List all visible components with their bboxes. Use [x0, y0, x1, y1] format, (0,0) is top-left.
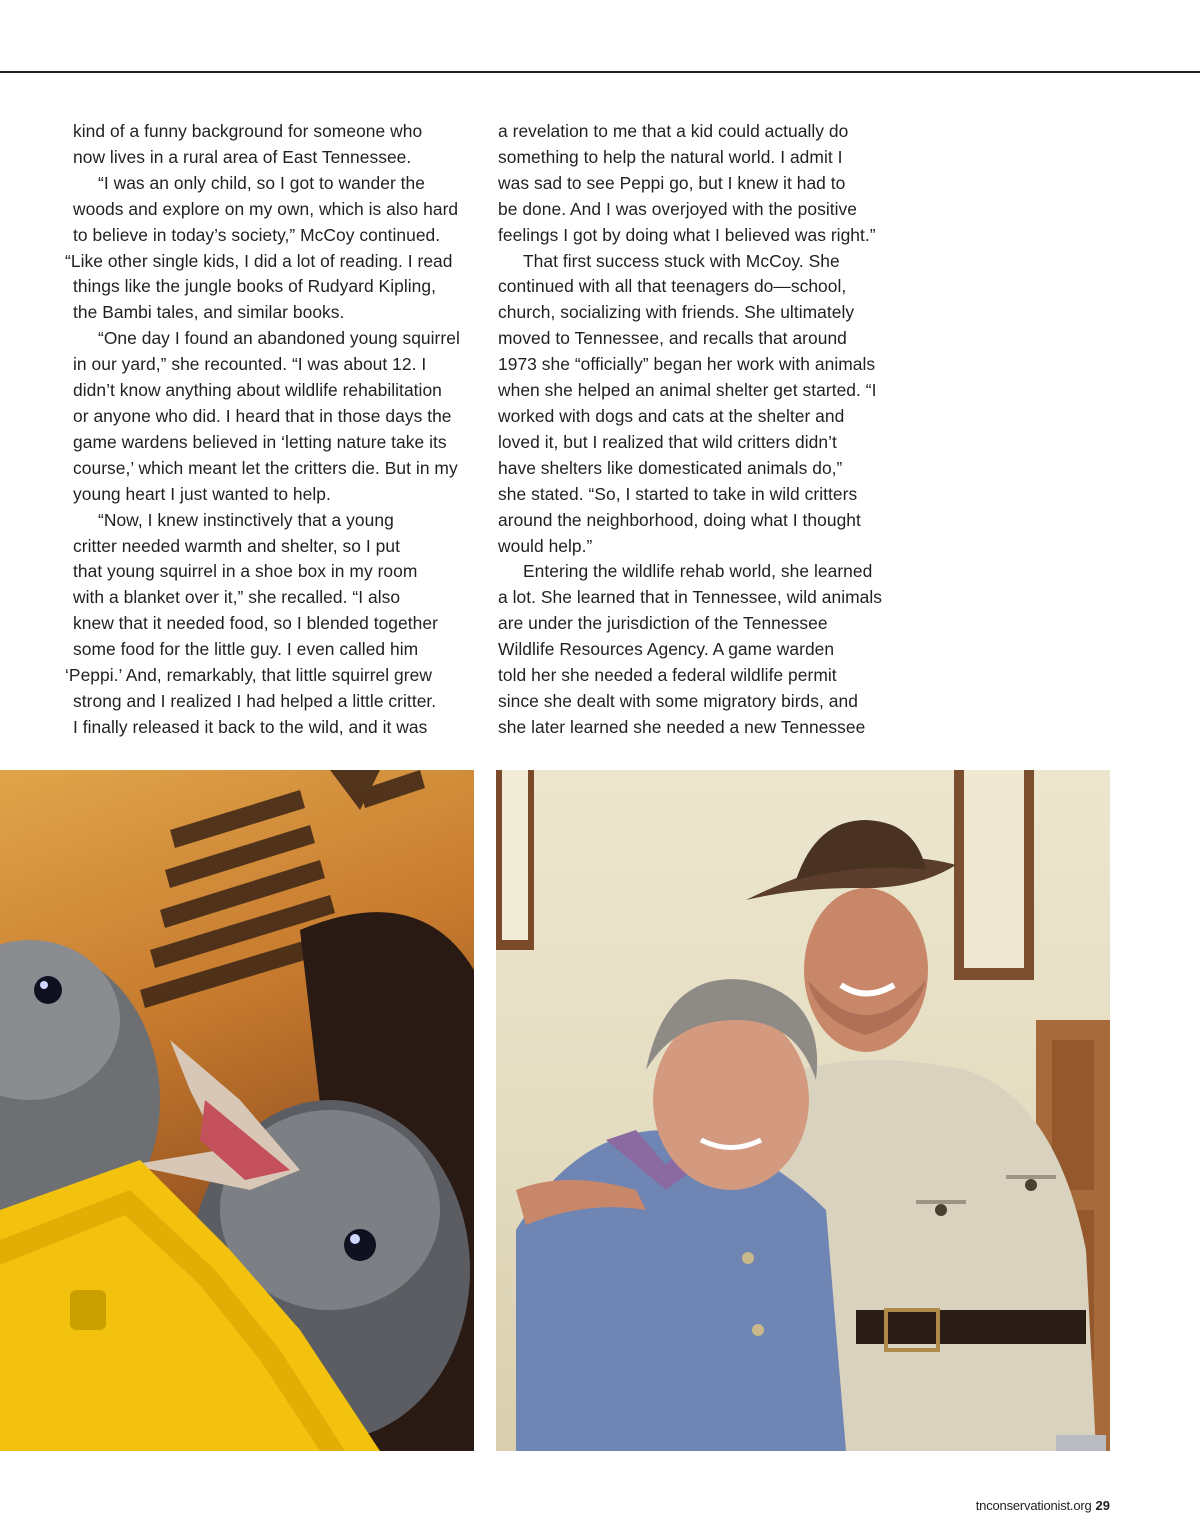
article-line: That first success stuck with McCoy. She — [523, 250, 840, 271]
mccoy-portrait-photo — [496, 770, 1110, 1451]
article-line: are under the jurisdiction of the Tennessee — [498, 613, 828, 634]
article-line: strong and I realized I had helped a little critter. — [73, 690, 437, 711]
bird-right-eye — [344, 1229, 376, 1261]
wristwatch — [1056, 1435, 1106, 1451]
article-line: continued with all that teenagers do—school, — [498, 276, 847, 297]
article-line: since she dealt with some migratory birds, and — [498, 690, 858, 711]
article-line: ‘Peppi.’ And, remarkably, that little squirrel grew — [65, 665, 432, 686]
article-line: a revelation to me that a kid could actually do — [498, 121, 849, 141]
article-column-right — [498, 119, 918, 741]
article-line: some food for the little guy. I even called him — [73, 639, 419, 660]
baby-birds-illustration — [0, 770, 474, 1451]
article-line: worked with dogs and cats at the shelter and — [498, 405, 845, 426]
article-line: “Now, I knew instinctively that a young — [98, 509, 394, 530]
article-line: “Like other single kids, I did a lot of reading. I read — [65, 250, 453, 271]
shirt-button — [1025, 1179, 1037, 1191]
article-line: church, socializing with friends. She ultimately — [498, 302, 855, 323]
shirt-button — [935, 1204, 947, 1216]
article-line: loved it, but I realized that wild critters didn’t — [498, 431, 837, 452]
article-line: she stated. “So, I started to take in wild critters — [498, 483, 858, 504]
article-line: something to help the natural world. I admit I — [498, 146, 843, 167]
article-line: course,’ which meant let the critters die. But in my — [73, 457, 458, 478]
article-line: Entering the wildlife rehab world, she learned — [523, 561, 873, 582]
article-line: that young squirrel in a shoe box in my room — [73, 561, 418, 582]
article-line: critter needed warmth and shelter, so I put — [73, 535, 400, 556]
top-rule — [0, 71, 1200, 73]
article-line: was sad to see Peppi go, but I knew it had to — [498, 172, 846, 193]
article-line: game wardens believed in ‘letting nature take its — [73, 431, 447, 452]
article-line: 1973 she “officially” began her work with animals — [498, 354, 876, 375]
article-line: told her she needed a federal wildlife permit — [498, 665, 837, 686]
article-line: “One day I found an abandoned young squirrel — [98, 328, 460, 349]
crate-hole — [70, 1290, 106, 1330]
article-line: “I was an only child, so I got to wander the — [98, 172, 426, 193]
shirt-button — [752, 1324, 764, 1336]
footer-site: tnconservationist.org — [975, 1498, 1092, 1513]
article-line: young heart I just wanted to help. — [73, 483, 331, 504]
shirt-button — [742, 1252, 754, 1264]
article-line: a lot. She learned that in Tennessee, wild animals — [498, 587, 883, 608]
article-line: with a blanket over it,” she recalled. “I also — [73, 587, 401, 608]
article-line: around the neighborhood, doing what I thought — [498, 509, 861, 530]
article-line: to believe in today’s society,” McCoy continued. — [73, 224, 441, 245]
article-line: moved to Tennessee, and recalls that around — [498, 328, 847, 349]
bird-left-eye — [34, 976, 62, 1004]
baby-birds-photo — [0, 770, 474, 1451]
article-line: the Bambi tales, and similar books. — [73, 302, 345, 323]
article-line: have shelters like domesticated animals do,” — [498, 457, 843, 478]
article-line: she later learned she needed a new Tennessee — [498, 716, 866, 737]
article-line: woods and explore on my own, which is also hard — [73, 198, 459, 219]
article-line: didn’t know anything about wildlife rehabilitation — [73, 380, 442, 401]
article-line: would help.” — [498, 535, 593, 556]
article-line: Wildlife Resources Agency. A game warden — [498, 639, 835, 660]
article-line: when she helped an animal shelter get started. “I — [498, 380, 877, 401]
page-footer — [976, 1498, 1110, 1513]
article-line: in our yard,” she recounted. “I was about 12. I — [73, 354, 427, 375]
page-number: 29 — [1095, 1498, 1110, 1513]
article-line: I finally released it back to the wild, and it was — [73, 716, 428, 737]
article-line: or anyone who did. I heard that in those days the — [73, 405, 452, 426]
article-line: feelings I got by doing what I believed was right.” — [498, 224, 876, 245]
man-belt — [856, 1310, 1086, 1344]
article-line: kind of a funny background for someone who — [73, 121, 423, 141]
article-line: be done. And I was overjoyed with the positive — [498, 198, 858, 219]
article-line: knew that it needed food, so I blended together — [73, 613, 438, 634]
woman-face — [653, 1010, 809, 1190]
portrait-illustration — [496, 770, 1110, 1451]
article-line: things like the jungle books of Rudyard Kipling, — [73, 276, 436, 297]
article-column-left — [65, 119, 493, 741]
article-line: now lives in a rural area of East Tennessee. — [73, 146, 412, 167]
